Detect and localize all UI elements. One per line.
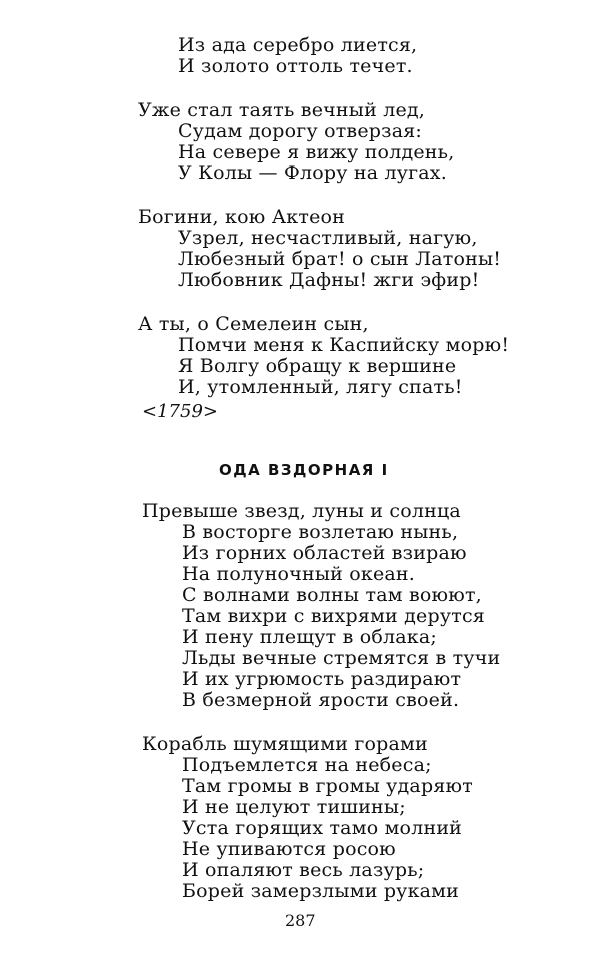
poem-line: И пену плещут в облака; [182,626,437,648]
poem-line: В безмерной ярости своей. [182,689,460,711]
poem-line: Там громы в громы ударяют [182,775,473,797]
poem-line: Уста горящих тамо молний [182,817,463,839]
poem-line: У Колы — Флору на лугах. [178,162,447,184]
poem-line: Не упиваются росою [182,838,396,860]
poem-line: Богини, кою Актеон [138,206,346,228]
poem-line: Уже стал таять вечный лед, [138,99,426,121]
page-number: 287 [285,911,316,930]
poem-line: Узрел, несчастливый, нагую, [178,227,478,249]
poem-line: Любовник Дафны! жги эфир! [178,269,480,291]
poem-line: Из горних областей взираю [182,542,467,564]
poem-line: А ты, о Семелеин сын, [138,313,369,335]
poem-line: С волнами волны там воюют, [182,584,482,606]
poem-line: Превыше звезд, луны и солнца [142,500,461,522]
poem-line: На севере я вижу полдень, [178,141,455,163]
poem-line: В восторге возлетаю нынь, [182,521,459,543]
ode-title: ОДА ВЗДОРНАЯ I [219,461,389,479]
poem-line: Борей замерзлыми руками [182,880,460,902]
poem-line: И не целуют тишины; [182,796,406,818]
poem-line: Льды вечные стремятся в тучи [182,647,501,669]
poem-line: Корабль шумящими горами [142,733,428,755]
poem-line: На полуночный океан. [182,563,416,585]
poem-line: Подъемлется на небеса; [182,754,432,776]
poem-line: И золото оттоль течет. [178,55,413,77]
poem-line: И их угрюмость раздирают [182,668,462,690]
poem-line: И, утомленный, лягу спать! [178,376,463,398]
poem-line: Судам дорогу отверзая: [178,120,423,142]
poem-line: И опаляют весь лазурь; [182,859,425,881]
poem-date: <1759> [142,401,218,422]
poem-line: Из ада серебро лиется, [178,34,418,56]
poem-line: Я Волгу обращу к вершине [178,355,457,377]
poem-line: Помчи меня к Каспийску морю! [178,334,510,356]
poem-line: Любезный брат! о сын Латоны! [178,248,502,270]
poem-line: Там вихри с вихрями дерутся [182,605,485,627]
